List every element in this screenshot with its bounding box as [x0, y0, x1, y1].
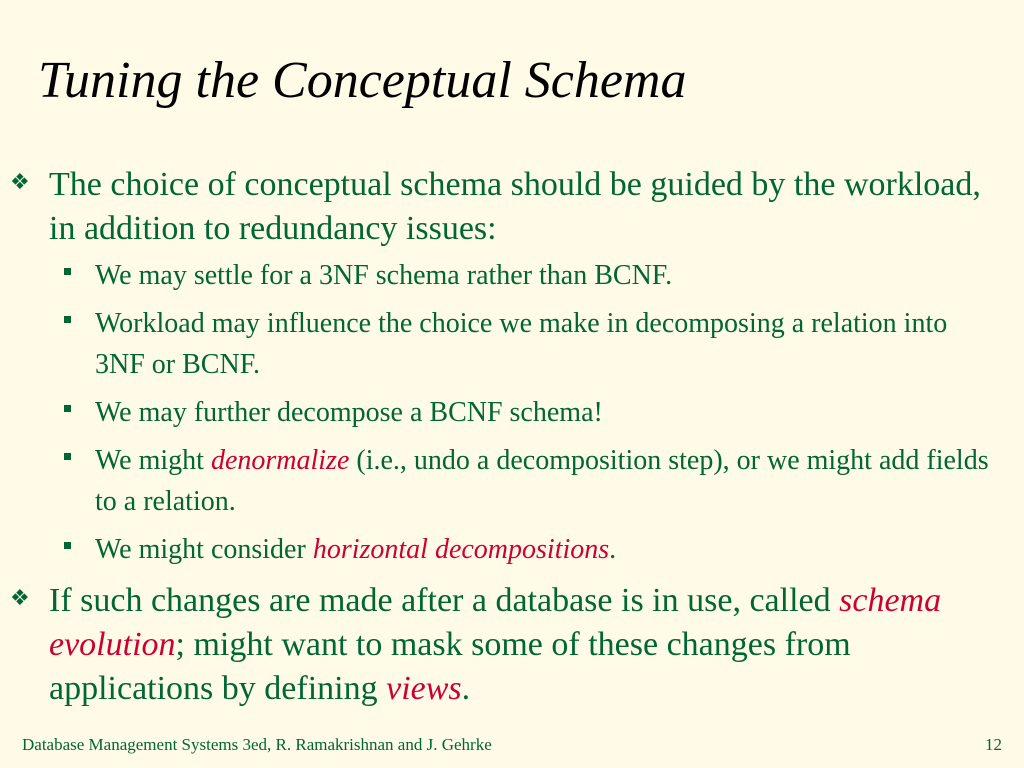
bullet-text-mid: ; might want to mask some of these changes from applications by defining [49, 626, 851, 707]
views-term: views [386, 670, 462, 707]
sub-bullet-workload-influence [0, 303, 1024, 385]
bullet-text: The choice of conceptual schema should be guided by the workload, in addition to redundancy issues: [49, 166, 981, 247]
sub-bullet-3nf [0, 255, 1024, 296]
footer-citation: Database Management Systems 3ed, R. Ramakrishnan and J. Gehrke [22, 735, 492, 754]
schema-evolution-term: schema evolution [49, 582, 942, 663]
bullet-schema-evolution [0, 579, 1024, 711]
square-bullet-icon [64, 542, 71, 549]
sub-bullet-text-pre: We might [95, 445, 211, 476]
slide-content [0, 163, 1024, 711]
square-bullet-icon [64, 405, 71, 412]
sub-bullet-text: We may settle for a 3NF schema rather than BCNF. [95, 260, 673, 291]
sub-bullet-text-pre: We might consider [95, 534, 313, 565]
square-bullet-icon [64, 268, 71, 275]
sub-bullet-further-decompose [0, 392, 1024, 433]
denormalize-term: denormalize [210, 445, 350, 476]
diamond-quad-bullet-icon: ❖ [10, 585, 30, 610]
bullet-text-post: . [461, 670, 471, 707]
diamond-quad-bullet-icon: ❖ [10, 169, 30, 194]
sub-bullet-text: We may further decompose a BCNF schema! [95, 397, 603, 428]
sub-bullet-denormalize [0, 440, 1024, 522]
sub-bullet-text-post: . [609, 534, 617, 565]
sub-bullet-text-post: (i.e., undo a decomposition step), or we might add fields to a relation. [95, 445, 989, 517]
bullet-text-pre: If such changes are made after a database is in use, called [49, 582, 840, 619]
square-bullet-icon [64, 316, 71, 323]
sub-bullet-text: Workload may influence the choice we make in decomposing a relation into 3NF or BCNF. [95, 308, 948, 380]
bullet-workload [0, 163, 1024, 251]
sub-bullet-horizontal [0, 529, 1024, 570]
square-bullet-icon [64, 453, 71, 460]
page-number: 12 [985, 735, 1002, 754]
slide-title: Tuning the Conceptual Schema [38, 52, 687, 109]
horizontal-decompositions-term: horizontal decompositions [312, 534, 610, 565]
